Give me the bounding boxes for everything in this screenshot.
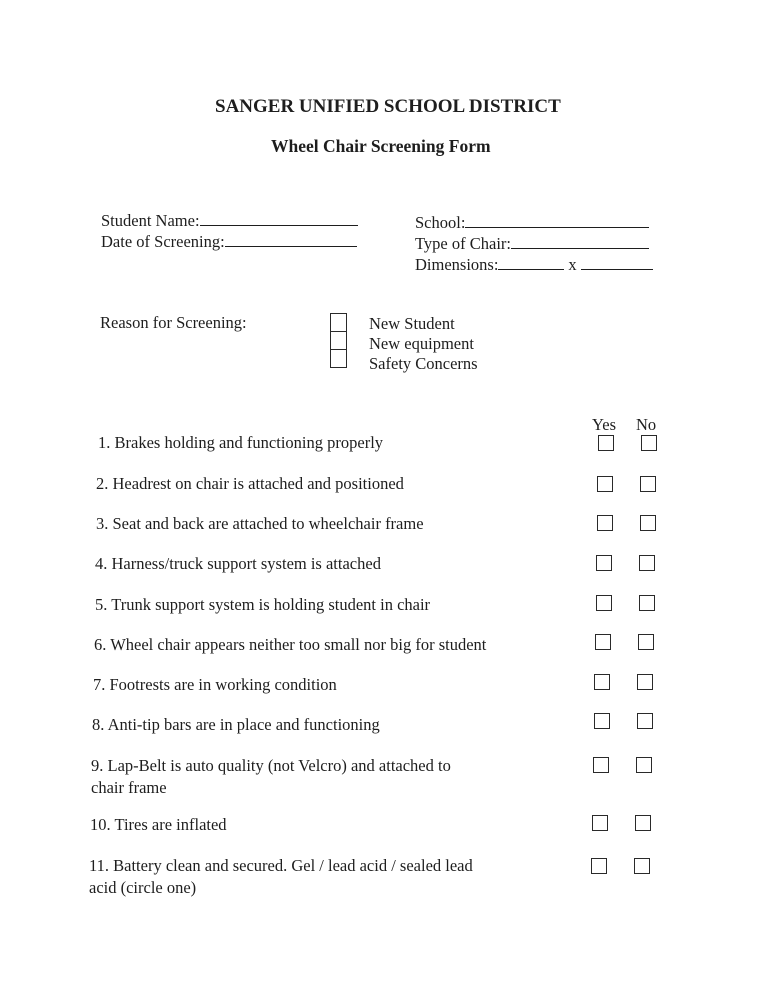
student-name-blank[interactable] [200,210,358,226]
dimensions-separator: x [568,255,577,274]
school-label: School: [415,213,466,232]
district-title: SANGER UNIFIED SCHOOL DISTRICT [215,96,561,117]
checklist-item-4: 4. Harness/truck support system is attached [95,554,381,573]
item-9-no-checkbox[interactable] [636,757,652,773]
chair-type-field[interactable] [415,233,649,254]
item-1-yes-checkbox[interactable] [598,435,614,451]
item-4-yes-checkbox[interactable] [596,555,612,571]
reason-checkbox-new-equipment[interactable] [330,331,347,350]
dimensions-height-blank[interactable] [581,254,653,270]
item-2-no-checkbox[interactable] [640,476,656,492]
reason-option-new-student: New Student [369,314,455,333]
item-3-no-checkbox[interactable] [640,515,656,531]
reason-option-safety-concerns: Safety Concerns [369,354,478,373]
item-9-yes-checkbox[interactable] [593,757,609,773]
item-10-yes-checkbox[interactable] [592,815,608,831]
item-8-yes-checkbox[interactable] [594,713,610,729]
checklist-item-3: 3. Seat and back are attached to wheelchair frame [96,514,424,533]
date-blank[interactable] [225,231,357,247]
dimensions-field[interactable] [415,254,653,275]
item-6-no-checkbox[interactable] [638,634,654,650]
checklist-item-9 [91,755,561,799]
date-label: Date of Screening: [101,232,225,251]
chair-type-label: Type of Chair: [415,234,511,253]
item-6-yes-checkbox[interactable] [595,634,611,650]
student-name-field[interactable] [101,210,358,231]
checklist-item-9-line2: chair frame [91,778,167,797]
checklist-item-11 [89,855,569,899]
dimensions-label: Dimensions: [415,255,499,274]
checklist-item-1: 1. Brakes holding and functioning properly [98,433,384,452]
item-2-yes-checkbox[interactable] [597,476,613,492]
item-1-no-checkbox[interactable] [641,435,657,451]
reason-checkbox-new-student[interactable] [330,313,347,332]
reason-checkbox-safety-concerns[interactable] [330,349,347,368]
school-field[interactable] [415,212,649,233]
checklist-item-8: 8. Anti-tip bars are in place and functioning [92,715,380,734]
chair-type-blank[interactable] [511,233,649,249]
checklist-item-5: 5. Trunk support system is holding student in chair [95,595,431,614]
date-field[interactable] [101,231,357,252]
reason-label: Reason for Screening: [100,313,247,332]
item-7-yes-checkbox[interactable] [594,674,610,690]
checklist-item-9-line1: 9. Lap-Belt is auto quality (not Velcro) and attached to [91,756,451,775]
checklist-item-10: 10. Tires are inflated [90,815,227,834]
school-blank[interactable] [465,212,649,228]
form-title: Wheel Chair Screening Form [271,136,491,156]
column-no: No [636,415,657,434]
reason-option-new-equipment: New equipment [369,334,474,353]
item-8-no-checkbox[interactable] [637,713,653,729]
item-4-no-checkbox[interactable] [639,555,655,571]
checklist-item-2: 2. Headrest on chair is attached and positioned [96,474,404,493]
checklist-item-6: 6. Wheel chair appears neither too small nor big for student [94,635,487,654]
checklist-item-11-line2: acid (circle one) [89,878,197,897]
column-yes: Yes [592,415,617,434]
item-5-yes-checkbox[interactable] [596,595,612,611]
item-11-yes-checkbox[interactable] [591,858,607,874]
item-10-no-checkbox[interactable] [635,815,651,831]
checklist-item-7: 7. Footrests are in working condition [93,675,337,694]
item-11-no-checkbox[interactable] [634,858,650,874]
checklist-item-11-line1: 11. Battery clean and secured. Gel / lead acid / sealed lead [89,856,473,875]
item-5-no-checkbox[interactable] [639,595,655,611]
student-name-label: Student Name: [101,211,200,230]
dimensions-width-blank[interactable] [498,254,564,270]
item-3-yes-checkbox[interactable] [597,515,613,531]
item-7-no-checkbox[interactable] [637,674,653,690]
